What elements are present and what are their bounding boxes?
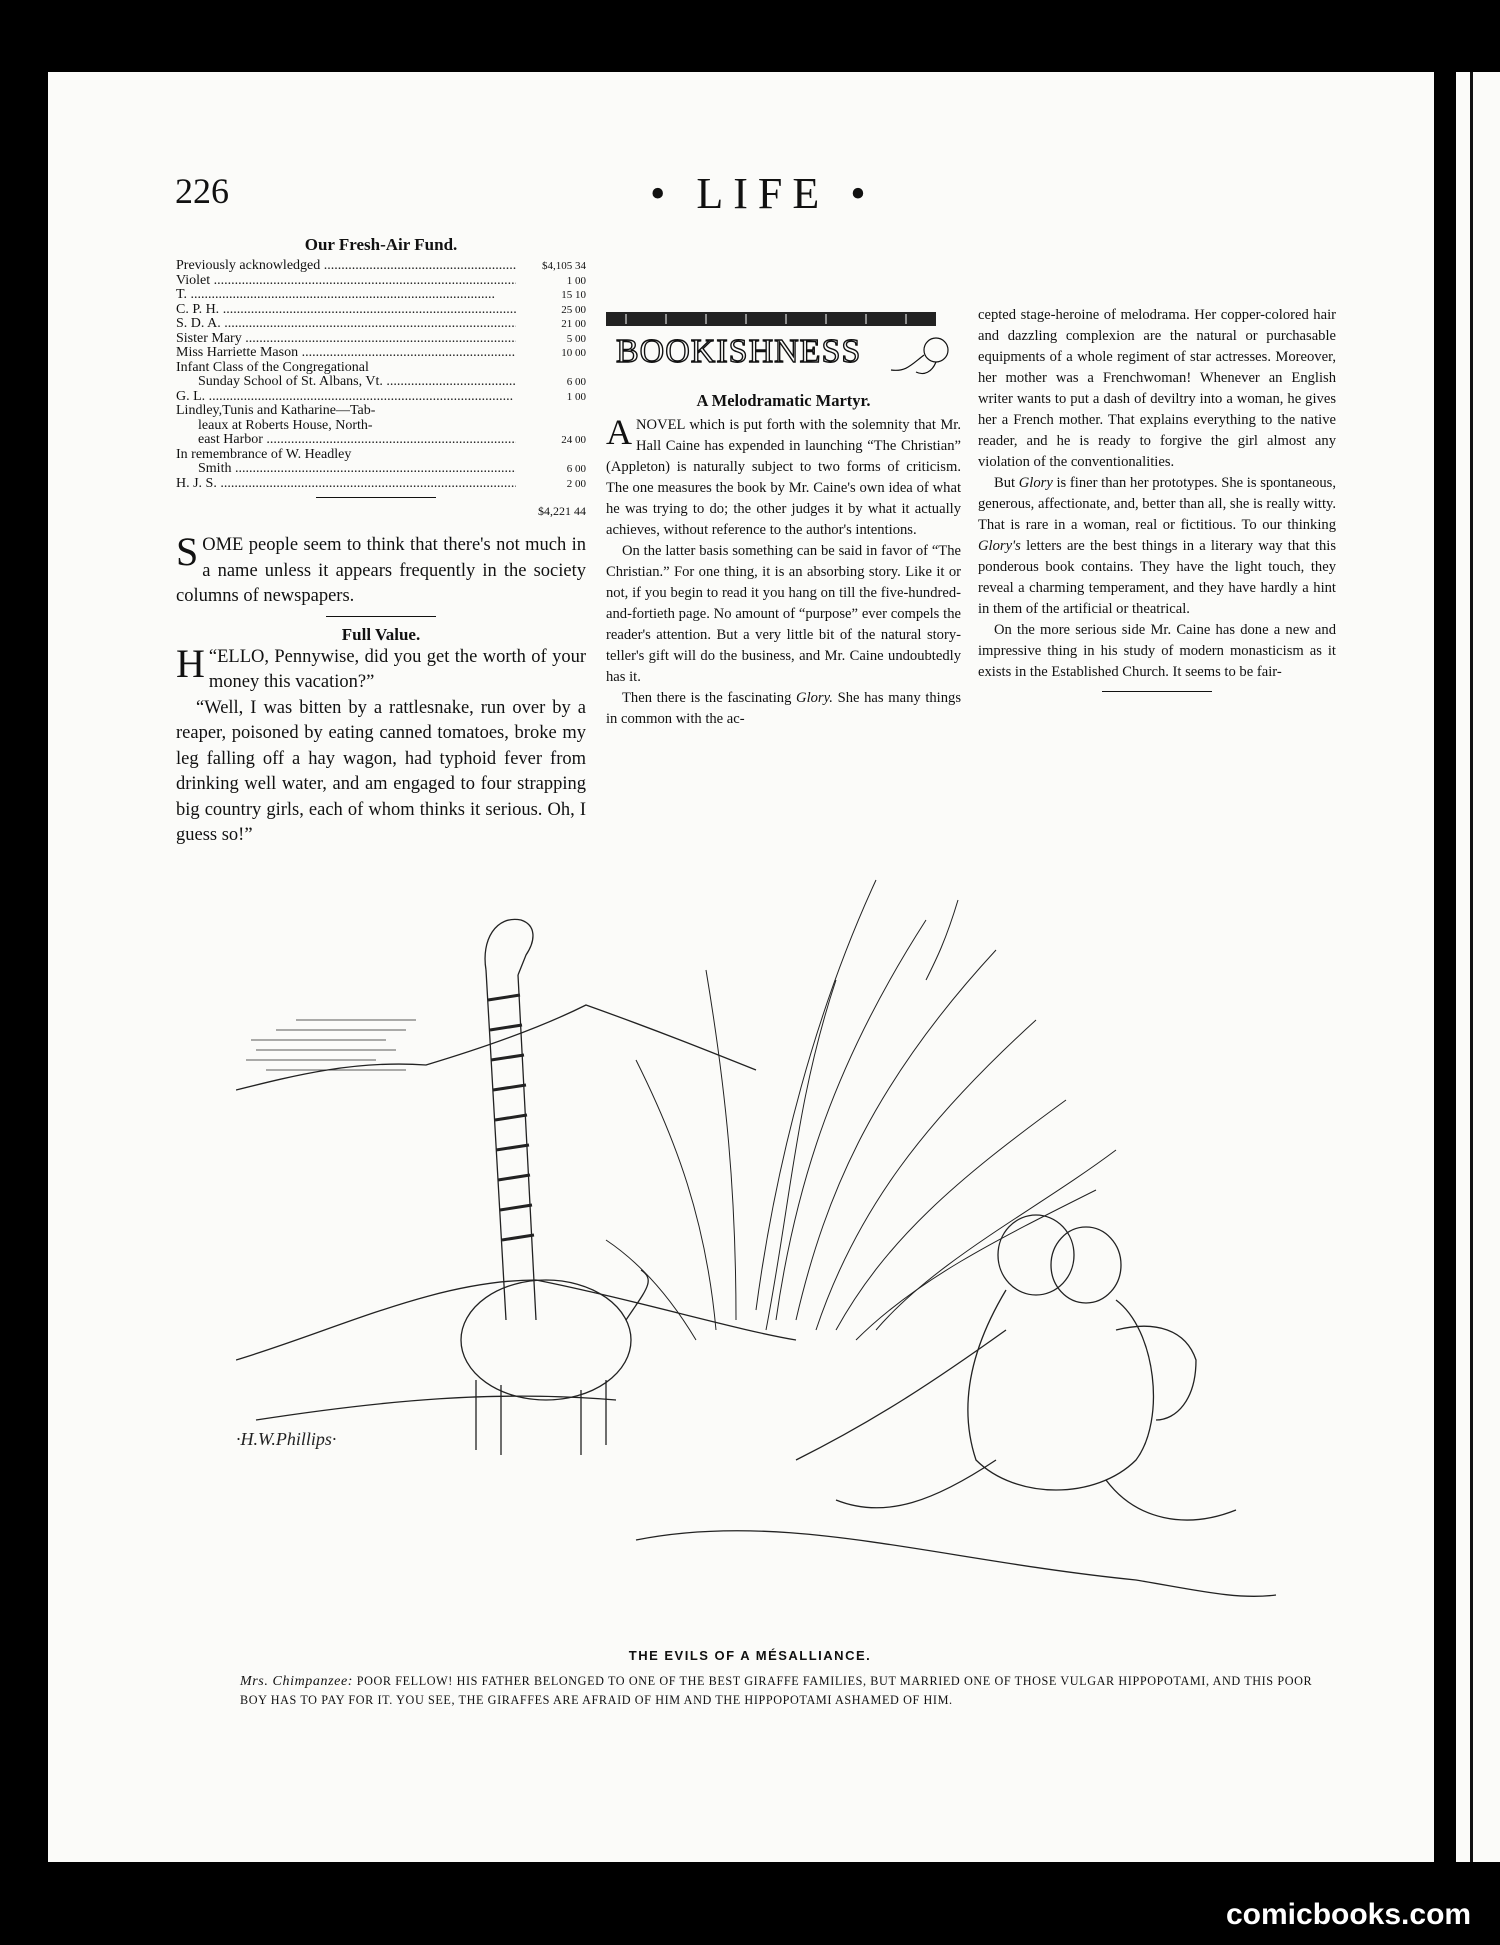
illustration-quote [240,1672,1320,1709]
fund-amount: 2 00 [566,477,586,490]
fund-donor: Previously acknowledged ..... [176,259,516,274]
story-paragraph: “Well, I was bitten by a rattlesnake, run over by a reaper, poisoned by eating canned tomatoes, broke my leg falling off a hay wagon, had typhoid fever from drinking well water, and am engaged to four strapping big country girls, each of whom thinks it serious. Oh, I guess so!” [176,697,586,845]
fund-row [176,288,586,303]
giraffe-head [485,919,533,975]
fund-row [176,448,586,463]
fund-amount: 1 00 [566,390,586,403]
section-title: Full Value. [341,624,421,644]
fund-amount: $4,105 34 [542,260,586,272]
watermark: comicbooks.com [1226,1898,1472,1931]
fund-amount: 24 00 [561,434,586,446]
fund-amount: 6 00 [566,376,586,388]
article-paragraph: On the latter basis something can be said in favor of “The Christian.” For one thing, it is an absorbing story. Like it or not, if you begin to read it you hang on till the five-hundred-and-fortieth page. No amount of “purpose” ever compels the reader's attention. But a very little bit of the natural story-teller's gift will do the business, and Mr. Caine undoubtedly has it. [606,543,961,685]
story-text: ELLO, Pennywise, did you get the worth of your money this vacation?” [208,646,586,692]
article-paragraph: cepted stage-heroine of melodrama. Her copper-colored hair and dazzling complexion are the natural or purchasable equipments of a whole regiment of star actresses. Moreover, her mother was a Frenchwoman! Whenever an English writer wants to put a dash of deviltry into a woman, he gives her a French mother. That explains everything to the native reader, and he is ready to forgive the girl almost any violation of the conventionalities. [978,307,1336,470]
fund-row [176,303,586,318]
chimp-leg [836,1460,996,1508]
fund-amount: 25 00 [561,303,586,316]
dropcap: H [176,640,205,686]
article-title: A Melodramatic Martyr. [696,391,871,410]
chimp-arm [1116,1326,1196,1420]
article-paragraph: On the more serious side Mr. Caine has done a new and impressive thing in his study of modern monasticism as it exists in the Established Church. It seems to be fair- [978,622,1336,680]
banner-text: BOOKISHNESS [616,333,862,370]
fund-amount: 15 10 [561,289,586,301]
fund-donor: S. D. A. ..... [176,317,516,332]
fund-row [176,419,586,434]
article-column-2 [606,305,961,730]
article-column-3 [978,305,1336,698]
fund-amount: 5 00 [566,332,586,345]
artist-signature: ·H.W.Phillips· [236,1429,337,1449]
full-value-story [176,640,586,849]
dropcap: S [176,529,199,574]
fund-row [176,477,586,492]
squib-paragraph [176,529,586,610]
page-gutter-line [1470,72,1473,1862]
fund-amount: 1 00 [566,274,586,287]
divider [326,616,436,617]
masthead: • LIFE • [650,169,876,218]
hill-outline [236,1005,756,1090]
chimp-head [1051,1227,1121,1303]
fund-donor: east Harbor ..... [176,433,516,448]
fund-donor: Violet ..... [176,274,516,289]
fund-total: $4,221 44 [538,504,586,518]
fund-donor: Miss Harriette Mason ..... [176,346,516,361]
fund-amount [516,361,586,376]
cartoon-illustration [236,860,1286,1640]
fund-donor: Infant Class of the Congregational [176,360,369,375]
article-paragraph [606,412,961,541]
article-paragraph: Then there is the fascinating Glory. She has many things in common with the ac- [606,690,961,727]
fund-donor: Smith ..... [176,462,516,477]
fund-row [176,346,586,361]
facing-page-edge [1456,72,1500,1862]
chimp-head [998,1215,1074,1295]
quote-text: POOR FELLOW! HIS FATHER BELONGED TO ONE OF THE BEST GIRAFFE FAMILIES, BUT MARRIED ONE OF THOSE VULGAR HIPPOPOTAMI, AND THIS POOR BOY HAS TO PAY FOR IT. YOU SEE, THE GIRAFFES ARE AFRAID OF HIM AND THE HIPPOPOTAMI ASHAMED OF HIM. [240,1674,1313,1707]
fund-row [176,361,586,376]
fund-title: Our Fresh-Air Fund. [304,235,458,254]
illustration-caption: THE EVILS OF A MÉSALLIANCE. [628,1648,872,1663]
reed-grass [606,880,1116,1340]
chimp-arm [796,1330,1006,1460]
chimpanzee-pair [796,1215,1236,1520]
fund-donor: T. ..... [176,288,516,303]
story-paragraph [176,640,586,696]
fund-donor: leaux at Roberts House, North- [198,418,373,433]
article-paragraph: But Glory is finer than her prototypes. She is spontaneous, generous, affectionate, and, better than all, she is really witty. That is rare in a woman, real or fictitious. To our thinking Glory's letters are the best things in a literary way that this ponderous book contains. They have the light touch, they reveal a charming temperament, and they have hardly a hint in them of the artificial or theatrical. [978,475,1336,617]
hippo-tail [626,1270,648,1320]
fund-amount: 10 00 [561,347,586,359]
fund-row [176,390,586,405]
fund-donor: H. J. S. ..... [176,477,516,492]
fund-amount [516,404,586,419]
fund-amount [516,419,586,434]
fund-amount [516,448,586,463]
sky-hatching [246,1020,416,1070]
fund-row [176,259,586,274]
fund-donor: Sunday School of St. Albans, Vt. ..... [176,375,516,390]
fund-donor: Sister Mary ..... [176,332,516,347]
giraffe-hippo-figure [461,919,648,1455]
dropcap: A [606,412,632,452]
fund-row [176,404,586,419]
fund-donor: C. P. H. ..... [176,303,516,318]
divider [316,497,436,498]
fund-row [176,332,586,347]
left-column [176,235,586,849]
fund-donor: Lindley,Tunis and Katharine—Tab- [176,404,376,418]
fund-list [176,259,586,491]
fund-row [176,274,586,289]
foreground-line [636,1531,1276,1597]
fund-row [176,375,586,390]
chimp-leg [1106,1480,1236,1520]
fund-row [176,317,586,332]
squib-text: OME people seem to think that there's not much in a name unless it appears frequently in the society columns of newspapers. [176,535,586,606]
article-text: NOVEL which is put forth with the solemnity that Mr. Hall Caine has expended in launching “The Christian” (Appleton) is naturally subject to two forms of criticism. The one measures the book by Mr. Caine's own idea of what he was trying to do; the other judges it by what it actually achieves, without reference to the author's intentions. [606,417,961,538]
open-quote: “ [208,646,218,667]
hippo-legs [476,1380,606,1455]
fund-row [176,462,586,477]
fund-amount: 6 00 [566,463,586,475]
page-number: 226 [175,171,229,211]
divider [1102,691,1212,692]
fund-row [176,433,586,448]
fund-donor: In remembrance of W. Headley [176,447,352,462]
fund-amount: 21 00 [561,318,586,330]
speaker-label: Mrs. Chimpanzee: [240,1674,354,1689]
fund-donor: G. L. ..... [176,390,516,405]
